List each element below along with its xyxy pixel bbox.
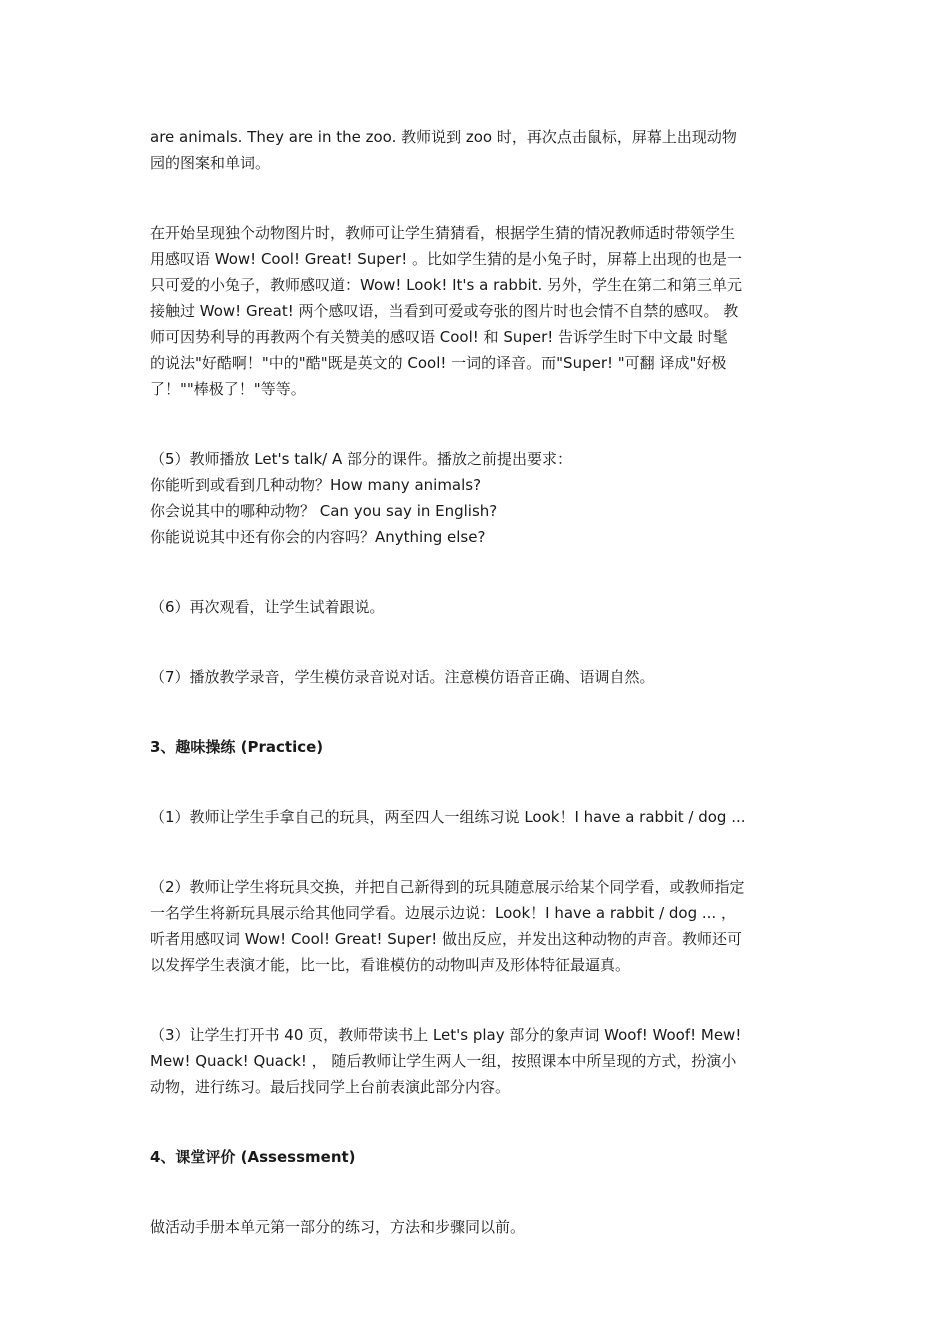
text-line: 听者用感叹词 Wow! Cool! Great! Super! 做出反应，并发出这种动物的声音。教师还可 [150,930,742,948]
text-line: 园的图案和单词。 [150,154,271,172]
text-line: 你能说说其中还有你会的内容吗？Anything else? [150,528,486,546]
text-line: 做活动手册本单元第一部分的练习，方法和步骤同以前。 [150,1218,526,1236]
text-line: 的说法"好酷啊！"中的"酷"既是英文的 Cool! 一词的译音。而"Super! "可翻 译成"好极 [150,354,727,372]
paragraph-exclamations [150,220,802,402]
text-line: （5）教师播放 Let's talk/ A 部分的课件。播放之前提出要求： [150,450,573,468]
text-line: Mew! Quack! Quack! ， 随后教师让学生两人一组，按照课本中所呈现的方式，扮演小 [150,1052,737,1070]
text-line: are animals. They are in the zoo. 教师说到 zoo 时，再次点击鼠标，屏幕上出现动物 [150,128,737,146]
text-line: 动物，进行练习。最后找同学上台前表演此部分内容。 [150,1078,511,1096]
text-line: 只可爱的小兔子，教师感叹道：Wow! Look! It's a rabbit. 另外，学生在第二和第三单元 [150,276,743,294]
text-line: 以发挥学生表演才能，比一比，看谁模仿的动物叫声及形体特征最逼真。 [150,956,631,974]
text-line: （7）播放教学录音，学生模仿录音说对话。注意模仿语音正确、语调自然。 [150,668,655,686]
text-line: 用感叹语 Wow! Cool! Great! Super! 。比如学生猜的是小兔子时，屏幕上出现的也是一 [150,250,742,268]
section-heading-practice: 3、趣味操练 (Practice) [150,738,324,756]
text-line: 接触过 Wow! Great! 两个感叹语，当看到可爱或夸张的图片时也会情不自禁的感叹。 教 [150,302,739,320]
paragraph-practice-1 [150,804,802,830]
paragraph-step-5 [150,446,802,550]
text-line: 你能听到或看到几种动物？How many animals? [150,476,482,494]
text-line: 你会说其中的哪种动物？ Can you say in English? [150,502,498,520]
text-line: 在开始呈现独个动物图片时，教师可让学生猜猜看，根据学生猜的情况教师适时带领学生 [150,224,736,242]
section-heading-assessment: 4、课堂评价 (Assessment) [150,1148,356,1166]
text-line: 了！""棒极了！"等等。 [150,380,306,398]
paragraph-zoo-intro [150,124,802,176]
text-line: （6）再次观看，让学生试着跟说。 [150,598,385,616]
paragraph-assessment [150,1214,802,1240]
paragraph-step-6 [150,594,802,620]
paragraph-practice-2 [150,874,802,978]
text-line: （1）教师让学生手拿自己的玩具，两至四人一组练习说 Look！I have a rabbit / dog ... [150,808,746,826]
paragraph-practice-3 [150,1022,802,1100]
text-line: （2）教师让学生将玩具交换，并把自己新得到的玩具随意展示给某个同学看，或教师指定 [150,878,745,896]
text-line: 一名学生将新玩具展示给其他同学看。边展示边说：Look！I have a rabbit / dog ... ， [150,904,736,922]
text-line: 师可因势利导的再教两个有关赞美的感叹语 Cool! 和 Super! 告诉学生时下中文最 时髦 [150,328,728,346]
text-line: （3）让学生打开书 40 页，教师带读书上 Let's play 部分的象声词 Woof! Woof! Mew! [150,1026,742,1044]
paragraph-step-7 [150,664,802,690]
document-page [150,124,802,1240]
